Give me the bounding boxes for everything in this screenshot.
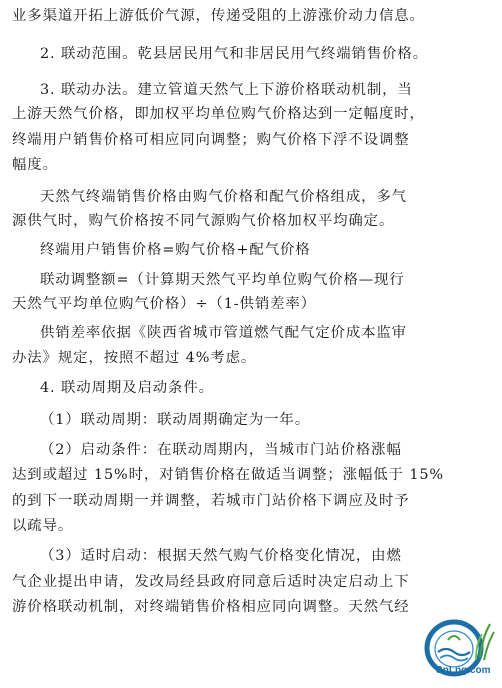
text-line-14: 4. 联动周期及启动条件。 <box>40 380 214 396</box>
text-line-11: 天然气平均单位购气价格）÷（1-供销差率） <box>12 296 317 312</box>
text-line-21: 气企业提出申请，发改局经县政府同意后适时决定启动上下 <box>12 574 410 590</box>
text-line-12: 供销差率依据《陕西省城市管道燃气配气定价成本监审 <box>40 325 407 341</box>
text-line-10: 联动调整额=（计算期天然气平均单位购气价格—现行 <box>40 272 405 288</box>
text-line-4: 上游天然气价格，即加权平均单位购气价格达到一定幅度时， <box>12 106 425 122</box>
text-line-18: 的到下一联动周期一并调整，若城市门站价格下调应及时予 <box>12 493 410 509</box>
cnlng-logo-text: CnLng.com <box>435 665 491 676</box>
text-line-8: 源供气时，购气价格按不同气源购气价格加权平均确定。 <box>12 213 395 229</box>
text-line-9: 终端用户销售价格=购气价格+配气价格 <box>40 242 311 258</box>
text-line-20: （3）适时启动：根据天然气购气价格变化情况，由燃 <box>40 548 402 564</box>
text-line-22: 游价格联动机制，对终端销售价格相应同向调整。天然气经 <box>12 599 410 615</box>
text-line-7: 天然气终端销售价格由购气价格和配气价格组成，多气 <box>40 189 407 205</box>
text-line-6: 幅度。 <box>12 157 58 173</box>
text-line-19: 以疏导。 <box>12 518 74 534</box>
text-line-17: 达到或超过 15%时，对销售价格在做适当调整；涨幅低于 15% <box>12 467 445 483</box>
text-line-2: 2. 联动范围。乾县居民用气和非居民用气终端销售价格。 <box>40 46 428 62</box>
text-line-13: 办法》规定，按照不超过 4%考虑。 <box>12 350 257 366</box>
text-line-1: 业多渠道开拓上游低价气源，传递受阻的上游涨价动力信息。 <box>12 8 425 24</box>
text-line-16: （2）启动条件：在联动周期内，当城市门站价格涨幅 <box>40 442 402 458</box>
text-line-5: 终端用户销售价格可相应同向调整；购气价格下浮不设调整 <box>12 132 410 148</box>
text-line-3: 3. 联动办法。建立管道天然气上下游价格联动机制，当 <box>40 82 413 98</box>
text-line-15: （1）联动周期：联动周期确定为一年。 <box>40 412 310 428</box>
